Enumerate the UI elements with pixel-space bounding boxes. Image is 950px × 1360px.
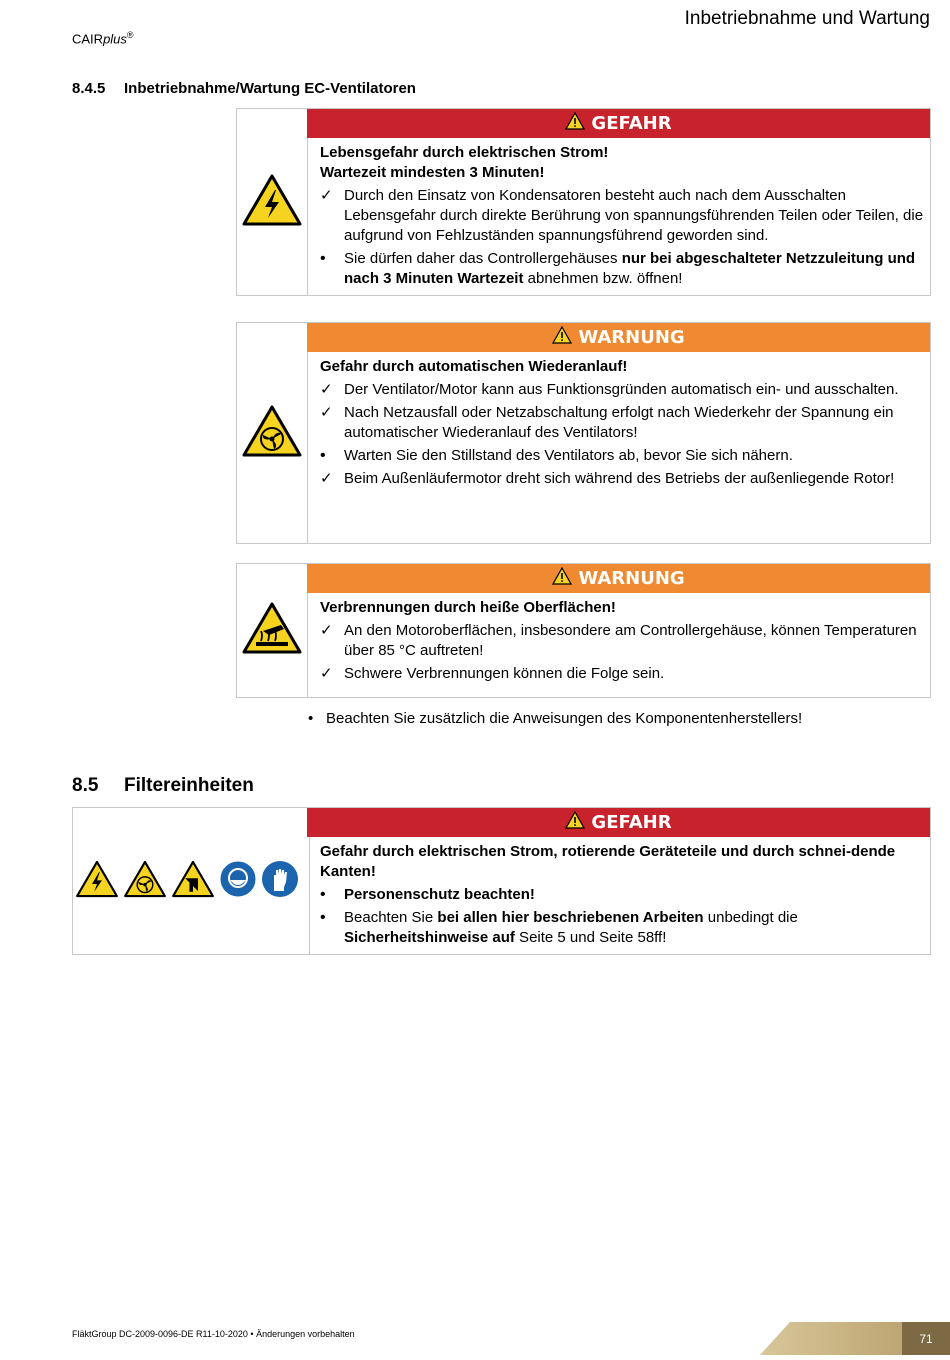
bullet-icon: •: [320, 909, 326, 926]
checkmark-icon: ✓: [320, 622, 333, 639]
checkmark-icon: ✓: [320, 404, 333, 421]
bullet-icon: •: [320, 447, 326, 464]
notice-title: Gefahr durch elektrischen Strom, rotierende Geräteteile und durch schnei-dende Kanten!: [320, 843, 896, 880]
manufacturer-note: • Beachten Sie zusätzlich die Anweisungen des Komponentenherstellers!: [308, 710, 803, 727]
hot-surface-hazard-icon: [241, 601, 303, 660]
icon-cell: [237, 564, 308, 697]
notice-content: [307, 323, 930, 543]
checkmark-icon: ✓: [320, 470, 333, 487]
bullet-icon: •: [320, 250, 326, 267]
checkmark-icon: ✓: [320, 665, 333, 682]
notice-subtitle: Wartezeit mindesten 3 Minuten!: [320, 164, 545, 181]
warning-triangle-icon: [552, 326, 572, 349]
list-item: • Beachten Sie bei allen hier beschriebenen Arbeiten unbedingt die Sicherheitshinweise auf Seite 5 und Seite 58ff!: [320, 909, 798, 946]
section-title: Filtereinheiten: [124, 775, 254, 796]
page-header-title: Inbetriebnahme und Wartung: [684, 8, 930, 29]
warning-banner: [307, 323, 930, 352]
section-number: 8.4.5: [72, 80, 106, 97]
rotating-fan-hazard-icon: [123, 859, 167, 904]
danger-notice-box: [236, 108, 931, 296]
banner-label: GEFAHR: [591, 113, 672, 134]
checkmark-icon: ✓: [320, 381, 333, 398]
gloves-mandatory-icon: [261, 860, 299, 903]
icon-cell: [237, 109, 308, 295]
section-heading: [72, 775, 254, 797]
banner-label: WARNUNG: [578, 327, 685, 348]
icon-cell: [237, 323, 308, 543]
notice-title: Verbrennungen durch heiße Oberflächen!: [320, 599, 616, 616]
warning-triangle-icon: [565, 112, 585, 135]
danger-banner: [307, 109, 930, 138]
section-number: 8.5: [72, 775, 99, 796]
bullet-icon: •: [320, 886, 326, 903]
notice-title: Lebensgefahr durch elektrischen Strom!: [320, 144, 609, 161]
electric-hazard-icon: [75, 859, 119, 904]
banner-label: WARNUNG: [578, 568, 685, 589]
list-item: ✓ Beim Außenläufermotor dreht sich während des Betriebs der außenliegende Rotor!: [320, 470, 895, 487]
rotating-fan-hazard-icon: [241, 404, 303, 463]
page-number: 71: [919, 1331, 933, 1346]
list-item: ✓ Der Ventilator/Motor kann aus Funktionsgründen automatisch ein- und ausschalten.: [320, 381, 899, 398]
brand-logo: CAIRplus®: [72, 30, 134, 47]
danger-notice-box: [72, 807, 931, 955]
notice-content: [307, 109, 930, 295]
sharp-edge-hazard-icon: [171, 859, 215, 904]
list-item: ✓ Nach Netzausfall oder Netzabschaltung erfolgt nach Wiederkehr der Spannung ein automatischer Wiederanlauf des Ventilators!: [320, 404, 894, 441]
bullet-icon: •: [308, 710, 314, 727]
list-item: ✓ An den Motoroberflächen, insbesondere am Controllergehäuse, können Temperaturen über 85 °C auftreten!: [320, 622, 917, 659]
icon-cell: [73, 808, 310, 954]
warning-banner: [307, 564, 930, 593]
warning-triangle-icon: [565, 811, 585, 834]
notice-title: Gefahr durch automatischen Wiederanlauf!: [320, 358, 628, 375]
section-heading: [72, 80, 416, 97]
face-mask-mandatory-icon: [219, 860, 257, 903]
list-item: • Warten Sie den Stillstand des Ventilators ab, bevor Sie sich nähern.: [320, 447, 793, 464]
list-item: ✓ Schwere Verbrennungen können die Folge sein.: [320, 665, 665, 682]
banner-label: GEFAHR: [591, 812, 672, 833]
danger-banner: [307, 808, 930, 837]
warning-triangle-icon: [552, 567, 572, 590]
notice-content: [307, 808, 930, 954]
list-item: ✓ Durch den Einsatz von Kondensatoren besteht auch nach dem Ausschalten Lebensgefahr durch direkte Berührung von spannungsführenden Teilen oder Teilen, die aufgrund von Fehlzuständen spannungsführend geworden sind.: [320, 187, 924, 244]
list-item: • Sie dürfen daher das Controllergehäuses nur bei abgeschalteter Netzzuleitung und nach 3 Minuten Wartezeit abnehmen bzw. öffnen!: [320, 250, 916, 287]
electric-hazard-icon: [241, 173, 303, 232]
warning-notice-box: [236, 563, 931, 698]
section-title: Inbetriebnahme/Wartung EC-Ventilatoren: [124, 80, 416, 97]
checkmark-icon: ✓: [320, 187, 333, 204]
notice-content: [307, 564, 930, 697]
footer-text: FläktGroup DC-2009-0096-DE R11-10-2020 • Änderungen vorbehalten: [72, 1329, 355, 1339]
list-item: • Personenschutz beachten!: [320, 886, 535, 903]
warning-notice-box: [236, 322, 931, 544]
